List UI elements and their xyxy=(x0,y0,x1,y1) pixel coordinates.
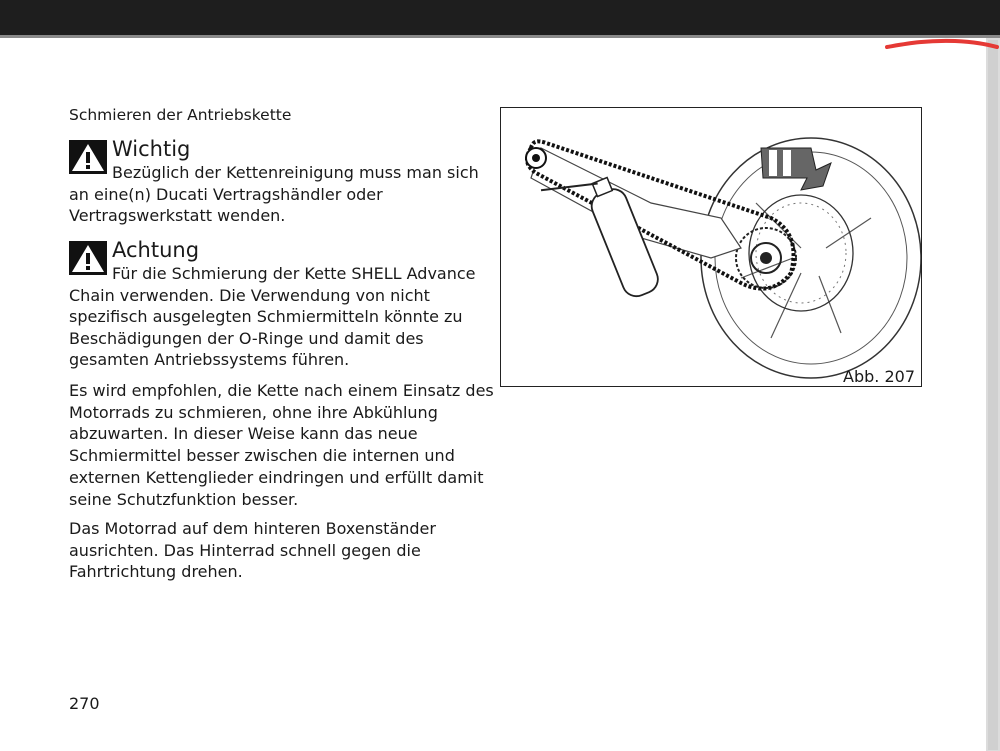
body-paragraph: Es wird empfohlen, die Kette nach einem Einsatz des Motorrads zu schmieren, ohne ihre Abkühlung abzuwarten. In dieser Weise kann das neue Schmiermittel besser zwischen die internen und externen Kettenglieder eindringen und erfüllt damit seine Schutzfunktion besser. xyxy=(69,381,494,509)
notice-heading: Wichtig xyxy=(112,137,191,161)
viewer-top-divider xyxy=(0,35,1000,38)
notice-important xyxy=(69,136,494,227)
body-paragraph: Das Motorrad auf dem hinteren Boxenständer ausrichten. Das Hinterrad schnell gegen die Fahrtrichtung drehen. xyxy=(69,519,436,582)
viewer-top-bar xyxy=(0,0,1000,35)
chain-lubrication-illustration xyxy=(501,108,921,386)
section-title: Schmieren der Antriebskette xyxy=(69,106,292,124)
page-number: 270 xyxy=(69,694,100,713)
scrollbar-thumb[interactable] xyxy=(988,40,998,750)
notice-heading: Achtung xyxy=(112,238,200,262)
warning-triangle-icon xyxy=(69,140,107,174)
notice-text: Für die Schmierung der Kette SHELL Advance Chain verwenden. Die Verwendung von nicht spezifisch ausgelegten Schmiermitteln könnte zu Beschädigungen der O-Ringe und damit des gesamten Antriebssystems führen. xyxy=(69,264,476,369)
warning-triangle-icon xyxy=(69,241,107,275)
figure-caption: Abb. 207 xyxy=(843,367,915,386)
notice-caution xyxy=(69,237,494,371)
figure-chain-lubrication xyxy=(500,107,922,387)
notice-text: Bezüglich der Kettenreinigung muss man sich an eine(n) Ducati Vertragshändler oder Vertragswerkstatt wenden. xyxy=(69,163,479,225)
red-annotation-stroke xyxy=(885,38,1000,52)
